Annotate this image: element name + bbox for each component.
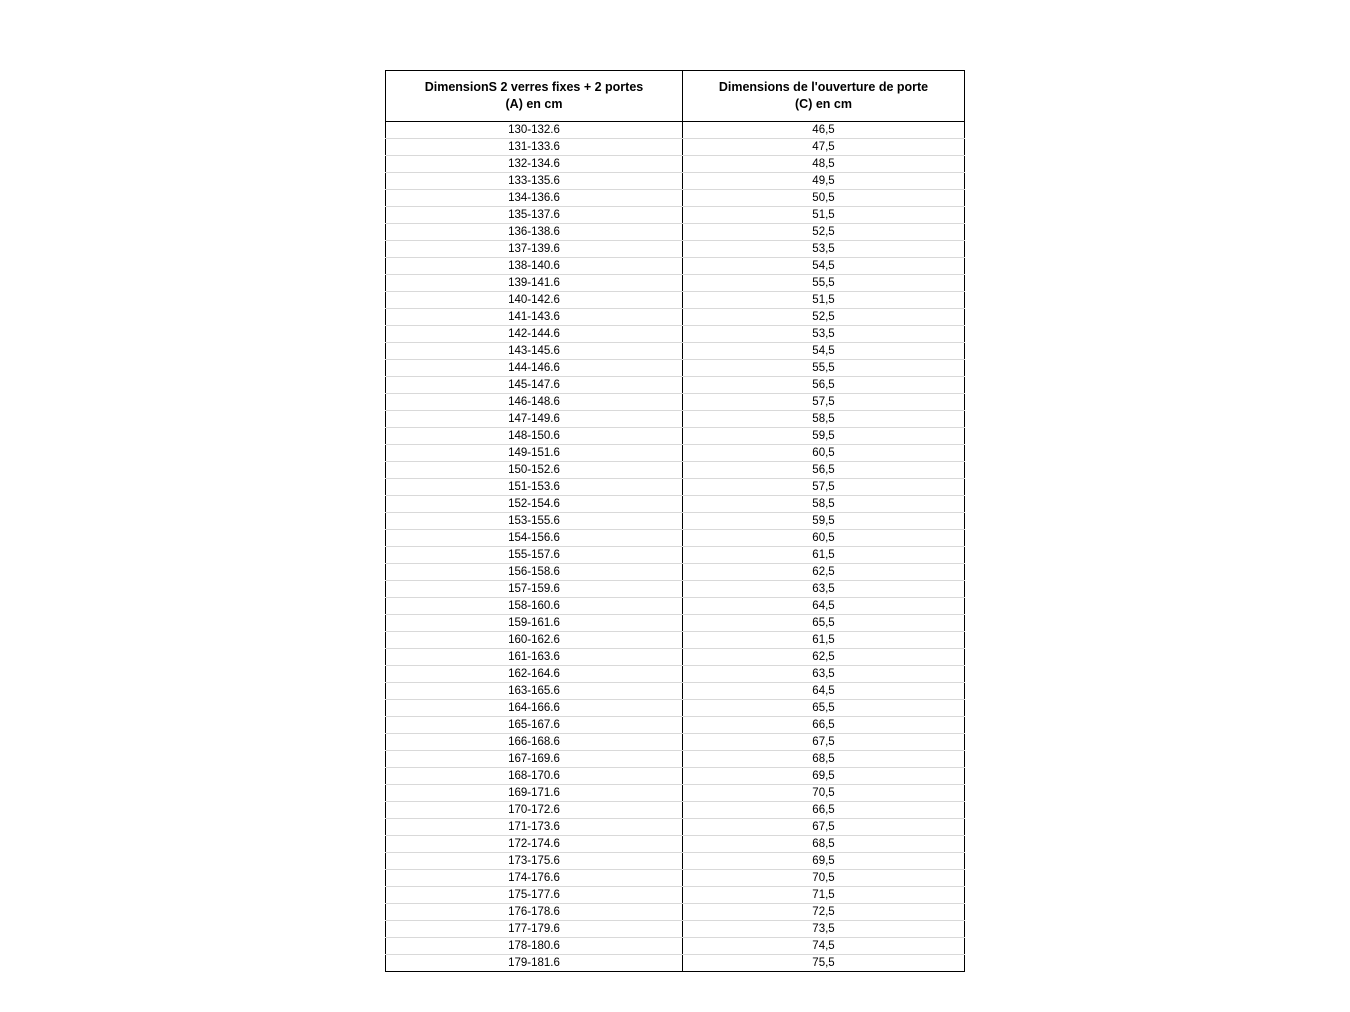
cell-dimension-c: 58,5 [683, 411, 965, 428]
cell-dimension-a: 139-141.6 [386, 275, 683, 292]
cell-dimension-c: 49,5 [683, 173, 965, 190]
cell-dimension-c: 48,5 [683, 156, 965, 173]
table-header [386, 71, 965, 122]
cell-dimension-a: 165-167.6 [386, 717, 683, 734]
table-row [386, 768, 965, 785]
table-row [386, 785, 965, 802]
table-row [386, 632, 965, 649]
cell-dimension-a: 151-153.6 [386, 479, 683, 496]
cell-dimension-a: 148-150.6 [386, 428, 683, 445]
cell-dimension-a: 135-137.6 [386, 207, 683, 224]
cell-dimension-c: 58,5 [683, 496, 965, 513]
cell-dimension-c: 60,5 [683, 530, 965, 547]
cell-dimension-c: 70,5 [683, 870, 965, 887]
cell-dimension-c: 65,5 [683, 615, 965, 632]
table-row [386, 326, 965, 343]
dimensions-table [385, 70, 965, 972]
cell-dimension-a: 136-138.6 [386, 224, 683, 241]
column-header-c-line1: Dimensions de l'ouverture de porte [718, 80, 929, 94]
cell-dimension-a: 146-148.6 [386, 394, 683, 411]
table-row [386, 156, 965, 173]
cell-dimension-a: 156-158.6 [386, 564, 683, 581]
cell-dimension-c: 56,5 [683, 462, 965, 479]
cell-dimension-a: 149-151.6 [386, 445, 683, 462]
cell-dimension-a: 138-140.6 [386, 258, 683, 275]
cell-dimension-c: 72,5 [683, 904, 965, 921]
column-header-a-line1: DimensionS 2 verres fixes + 2 portes [424, 80, 644, 94]
cell-dimension-c: 65,5 [683, 700, 965, 717]
table-row [386, 496, 965, 513]
cell-dimension-a: 152-154.6 [386, 496, 683, 513]
cell-dimension-a: 134-136.6 [386, 190, 683, 207]
cell-dimension-c: 53,5 [683, 241, 965, 258]
table-row [386, 122, 965, 139]
cell-dimension-a: 169-171.6 [386, 785, 683, 802]
cell-dimension-a: 163-165.6 [386, 683, 683, 700]
cell-dimension-a: 132-134.6 [386, 156, 683, 173]
cell-dimension-a: 175-177.6 [386, 887, 683, 904]
cell-dimension-a: 141-143.6 [386, 309, 683, 326]
cell-dimension-a: 144-146.6 [386, 360, 683, 377]
cell-dimension-a: 174-176.6 [386, 870, 683, 887]
cell-dimension-a: 131-133.6 [386, 139, 683, 156]
cell-dimension-a: 153-155.6 [386, 513, 683, 530]
cell-dimension-c: 51,5 [683, 207, 965, 224]
table-row [386, 479, 965, 496]
cell-dimension-a: 157-159.6 [386, 581, 683, 598]
table-row [386, 581, 965, 598]
cell-dimension-a: 170-172.6 [386, 802, 683, 819]
table-row [386, 241, 965, 258]
table-row [386, 428, 965, 445]
table-row [386, 462, 965, 479]
table-row [386, 938, 965, 955]
table-row [386, 173, 965, 190]
cell-dimension-a: 133-135.6 [386, 173, 683, 190]
table-row [386, 598, 965, 615]
cell-dimension-a: 173-175.6 [386, 853, 683, 870]
table-row [386, 547, 965, 564]
cell-dimension-c: 61,5 [683, 632, 965, 649]
cell-dimension-c: 60,5 [683, 445, 965, 462]
table-row [386, 258, 965, 275]
cell-dimension-c: 64,5 [683, 683, 965, 700]
cell-dimension-c: 66,5 [683, 717, 965, 734]
cell-dimension-c: 71,5 [683, 887, 965, 904]
table-row [386, 411, 965, 428]
table-row [386, 343, 965, 360]
table-row [386, 649, 965, 666]
cell-dimension-c: 62,5 [683, 649, 965, 666]
table-row [386, 139, 965, 156]
cell-dimension-a: 164-166.6 [386, 700, 683, 717]
table-row [386, 615, 965, 632]
cell-dimension-c: 73,5 [683, 921, 965, 938]
cell-dimension-c: 68,5 [683, 751, 965, 768]
cell-dimension-c: 56,5 [683, 377, 965, 394]
table-row [386, 360, 965, 377]
table-row [386, 734, 965, 751]
cell-dimension-a: 137-139.6 [386, 241, 683, 258]
table-header-row [386, 71, 965, 122]
column-header-c-line2: (C) en cm [795, 96, 852, 111]
cell-dimension-c: 52,5 [683, 224, 965, 241]
table-row [386, 683, 965, 700]
table-row [386, 853, 965, 870]
cell-dimension-a: 143-145.6 [386, 343, 683, 360]
table-row [386, 309, 965, 326]
table-row [386, 666, 965, 683]
table-body [386, 122, 965, 972]
table-row [386, 564, 965, 581]
cell-dimension-c: 55,5 [683, 360, 965, 377]
cell-dimension-a: 171-173.6 [386, 819, 683, 836]
cell-dimension-a: 161-163.6 [386, 649, 683, 666]
table-row [386, 802, 965, 819]
cell-dimension-a: 160-162.6 [386, 632, 683, 649]
table-row [386, 955, 965, 972]
cell-dimension-c: 57,5 [683, 394, 965, 411]
cell-dimension-c: 55,5 [683, 275, 965, 292]
cell-dimension-c: 51,5 [683, 292, 965, 309]
cell-dimension-c: 59,5 [683, 428, 965, 445]
table-row [386, 513, 965, 530]
table-row [386, 224, 965, 241]
cell-dimension-a: 147-149.6 [386, 411, 683, 428]
table-row [386, 870, 965, 887]
cell-dimension-a: 177-179.6 [386, 921, 683, 938]
cell-dimension-a: 155-157.6 [386, 547, 683, 564]
cell-dimension-c: 66,5 [683, 802, 965, 819]
cell-dimension-a: 176-178.6 [386, 904, 683, 921]
cell-dimension-a: 179-181.6 [386, 955, 683, 972]
cell-dimension-c: 75,5 [683, 955, 965, 972]
cell-dimension-c: 68,5 [683, 836, 965, 853]
cell-dimension-c: 67,5 [683, 734, 965, 751]
table-row [386, 394, 965, 411]
cell-dimension-c: 74,5 [683, 938, 965, 955]
table-row [386, 445, 965, 462]
cell-dimension-a: 162-164.6 [386, 666, 683, 683]
cell-dimension-a: 140-142.6 [386, 292, 683, 309]
cell-dimension-a: 154-156.6 [386, 530, 683, 547]
cell-dimension-c: 46,5 [683, 122, 965, 139]
cell-dimension-c: 54,5 [683, 258, 965, 275]
cell-dimension-c: 70,5 [683, 785, 965, 802]
cell-dimension-a: 145-147.6 [386, 377, 683, 394]
cell-dimension-c: 59,5 [683, 513, 965, 530]
column-header-dimensions-a [386, 71, 683, 122]
cell-dimension-a: 167-169.6 [386, 751, 683, 768]
table-row [386, 530, 965, 547]
cell-dimension-c: 54,5 [683, 343, 965, 360]
table-row [386, 717, 965, 734]
dimensions-table-container [385, 70, 964, 972]
table-row [386, 275, 965, 292]
table-row [386, 819, 965, 836]
cell-dimension-c: 50,5 [683, 190, 965, 207]
table-row [386, 190, 965, 207]
cell-dimension-c: 63,5 [683, 666, 965, 683]
cell-dimension-a: 130-132.6 [386, 122, 683, 139]
cell-dimension-c: 64,5 [683, 598, 965, 615]
table-row [386, 921, 965, 938]
cell-dimension-a: 168-170.6 [386, 768, 683, 785]
table-row [386, 377, 965, 394]
table-row [386, 904, 965, 921]
cell-dimension-a: 166-168.6 [386, 734, 683, 751]
cell-dimension-a: 150-152.6 [386, 462, 683, 479]
cell-dimension-c: 52,5 [683, 309, 965, 326]
table-row [386, 751, 965, 768]
cell-dimension-a: 172-174.6 [386, 836, 683, 853]
table-row [386, 887, 965, 904]
cell-dimension-c: 47,5 [683, 139, 965, 156]
cell-dimension-c: 61,5 [683, 547, 965, 564]
table-row [386, 207, 965, 224]
cell-dimension-c: 62,5 [683, 564, 965, 581]
cell-dimension-c: 69,5 [683, 853, 965, 870]
cell-dimension-c: 67,5 [683, 819, 965, 836]
table-row [386, 700, 965, 717]
cell-dimension-c: 53,5 [683, 326, 965, 343]
cell-dimension-c: 57,5 [683, 479, 965, 496]
column-header-a-line2: (A) en cm [505, 96, 563, 111]
cell-dimension-a: 142-144.6 [386, 326, 683, 343]
column-header-dimensions-c [683, 71, 965, 122]
table-row [386, 836, 965, 853]
table-row [386, 292, 965, 309]
cell-dimension-c: 63,5 [683, 581, 965, 598]
cell-dimension-a: 178-180.6 [386, 938, 683, 955]
cell-dimension-a: 159-161.6 [386, 615, 683, 632]
cell-dimension-a: 158-160.6 [386, 598, 683, 615]
cell-dimension-c: 69,5 [683, 768, 965, 785]
